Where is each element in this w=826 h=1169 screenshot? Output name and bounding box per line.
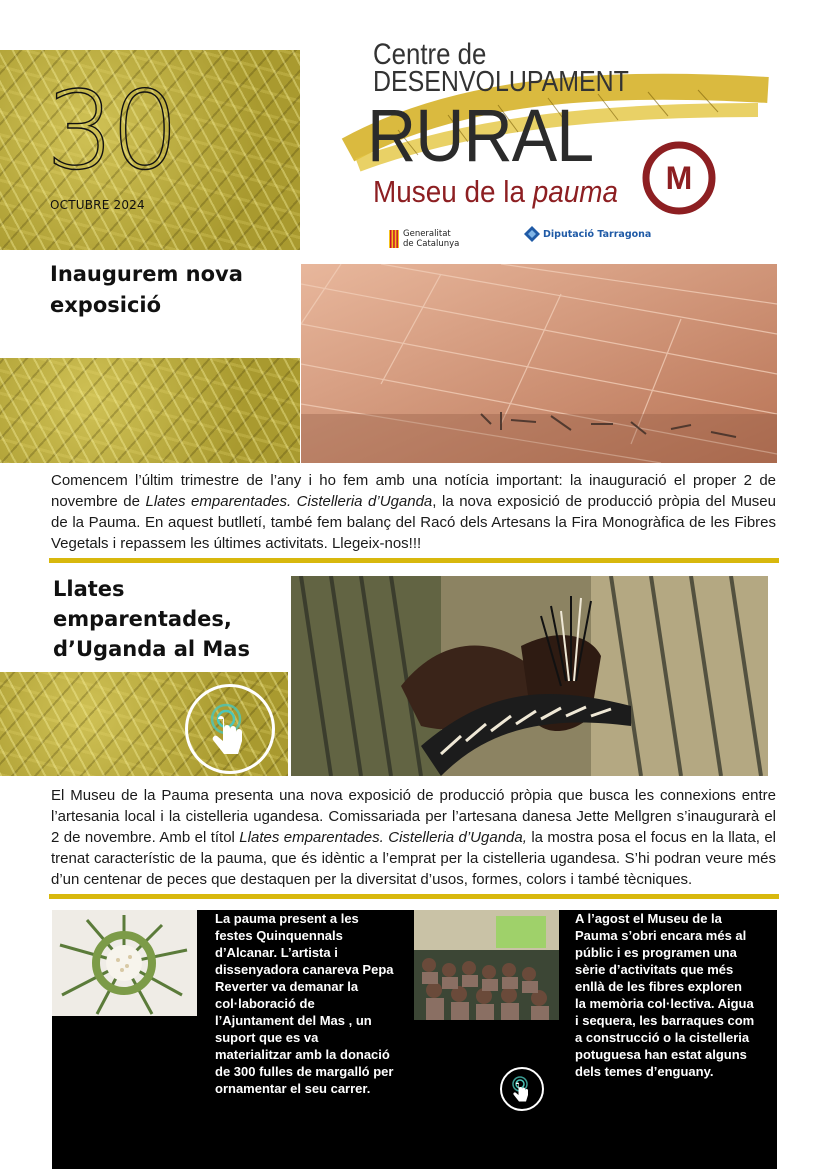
building-facade-image: [301, 264, 777, 463]
museum-building-photo: [301, 264, 777, 463]
touch-hand-icon-small[interactable]: [500, 1067, 544, 1111]
divider-rule-2: [49, 894, 779, 899]
weaving-hands-image: [291, 576, 768, 776]
section2-text-a: El Museu de la Pauma presenta una nova exposició de producció pròpia que busca les connexions entre l’artesania local i la cistelleria ugandesa. Comissariada per l’artesana danesa Jette Mellgren s’inaugurarà el 2 de novembre. Amb el títol: [51, 787, 776, 846]
section2-title: Llates emparentades, d’Uganda al Mas: [53, 577, 250, 661]
section2-text-b: la mostra posa el focus en la llata, el trenat característic de la pauma, que és idèntic a l’emprat per la cistelleria ugandesa. S’hi podran veure més d’un centenar de peces que destaquen per la diversitat d’usos, formes, colors i també tècniques.: [51, 829, 776, 888]
touch-hand-glyph: [188, 687, 272, 771]
section1-text-italic: Llates emparentades. Cistelleria d’Uganda: [145, 493, 433, 510]
logo-museu: [373, 176, 618, 207]
logo-museu-prefix: Museu de la: [373, 174, 533, 209]
section1-title: Inaugurem nova exposició: [50, 262, 243, 317]
logo-rural: RURAL: [367, 94, 594, 177]
section1-paragraph: [51, 470, 776, 554]
brief-left-text: La pauma present a les festes Quinquennals d’Alcanar. L’artista i dissenyadora canareva Pepa Reverter va demanar la col·laboració de l’Ajuntament del Mas , un suport que es va materialitzar amb la donació de 300 fulles de margalló per ornamentar el seu carrer.: [215, 911, 394, 1096]
generalitat-flag-icon: [389, 230, 399, 248]
brief-right-text: A l’agost el Museu de la Pauma s’obri encara més al públic i es programen una sèrie d’activitats que més enllà de les fibres exploren la memòria col·lectiva. Aigua i sequera, les barraques com a construcció o la cistelleria potuguesa han estat alguns dels temes d’enguany.: [575, 911, 755, 1079]
audience-image: [414, 910, 559, 1020]
museum-emblem-icon: [641, 140, 717, 216]
logo-line-desenvolupament: DESENVOLUPAMENT: [373, 66, 629, 98]
logo-line-centre: Centre de: [373, 38, 487, 71]
issue-date: OCTUBRE 2024: [50, 198, 145, 212]
emblem-letter: M: [665, 160, 693, 196]
logo-museu-word: pauma: [532, 174, 619, 209]
generalitat-line2: de Catalunya: [403, 239, 460, 249]
diputacio-diamond-icon: [524, 226, 540, 242]
generalitat-line1: Generalitat: [403, 229, 451, 239]
section1-palm-panel: [0, 358, 300, 463]
section2-paragraph: [51, 785, 776, 890]
basket-weaving-photo: [291, 576, 768, 776]
generalitat-text: [403, 229, 459, 249]
diputacio-text: Diputació Tarragona: [543, 229, 652, 240]
section2-text-italic: Llates emparentades. Cistelleria d’Uganda,: [239, 829, 527, 846]
section1-text-b: , la nova exposició de producció pròpia del Museu de la Pauma. En aquest butlletí, també fem balanç del Racó dels Artesans la Fira Monogràfica de les Fibres Vegetals i repassem les últimes activitats. Llegeix-nos!!!: [51, 493, 776, 552]
section1-text-a: Comencem l’últim trimestre de l’any i ho fem amb una notícia important: la inauguració el proper 2 de novembre de: [51, 472, 776, 510]
issue-number: 30: [46, 69, 176, 194]
lecture-audience-photo: [414, 910, 559, 1020]
touch-hand-small-glyph: [502, 1069, 542, 1109]
palm-wreath-photo: [52, 910, 197, 1016]
palm-wreath-image: [52, 910, 197, 1016]
touch-hand-icon[interactable]: [185, 684, 275, 774]
divider-rule: [49, 558, 779, 563]
